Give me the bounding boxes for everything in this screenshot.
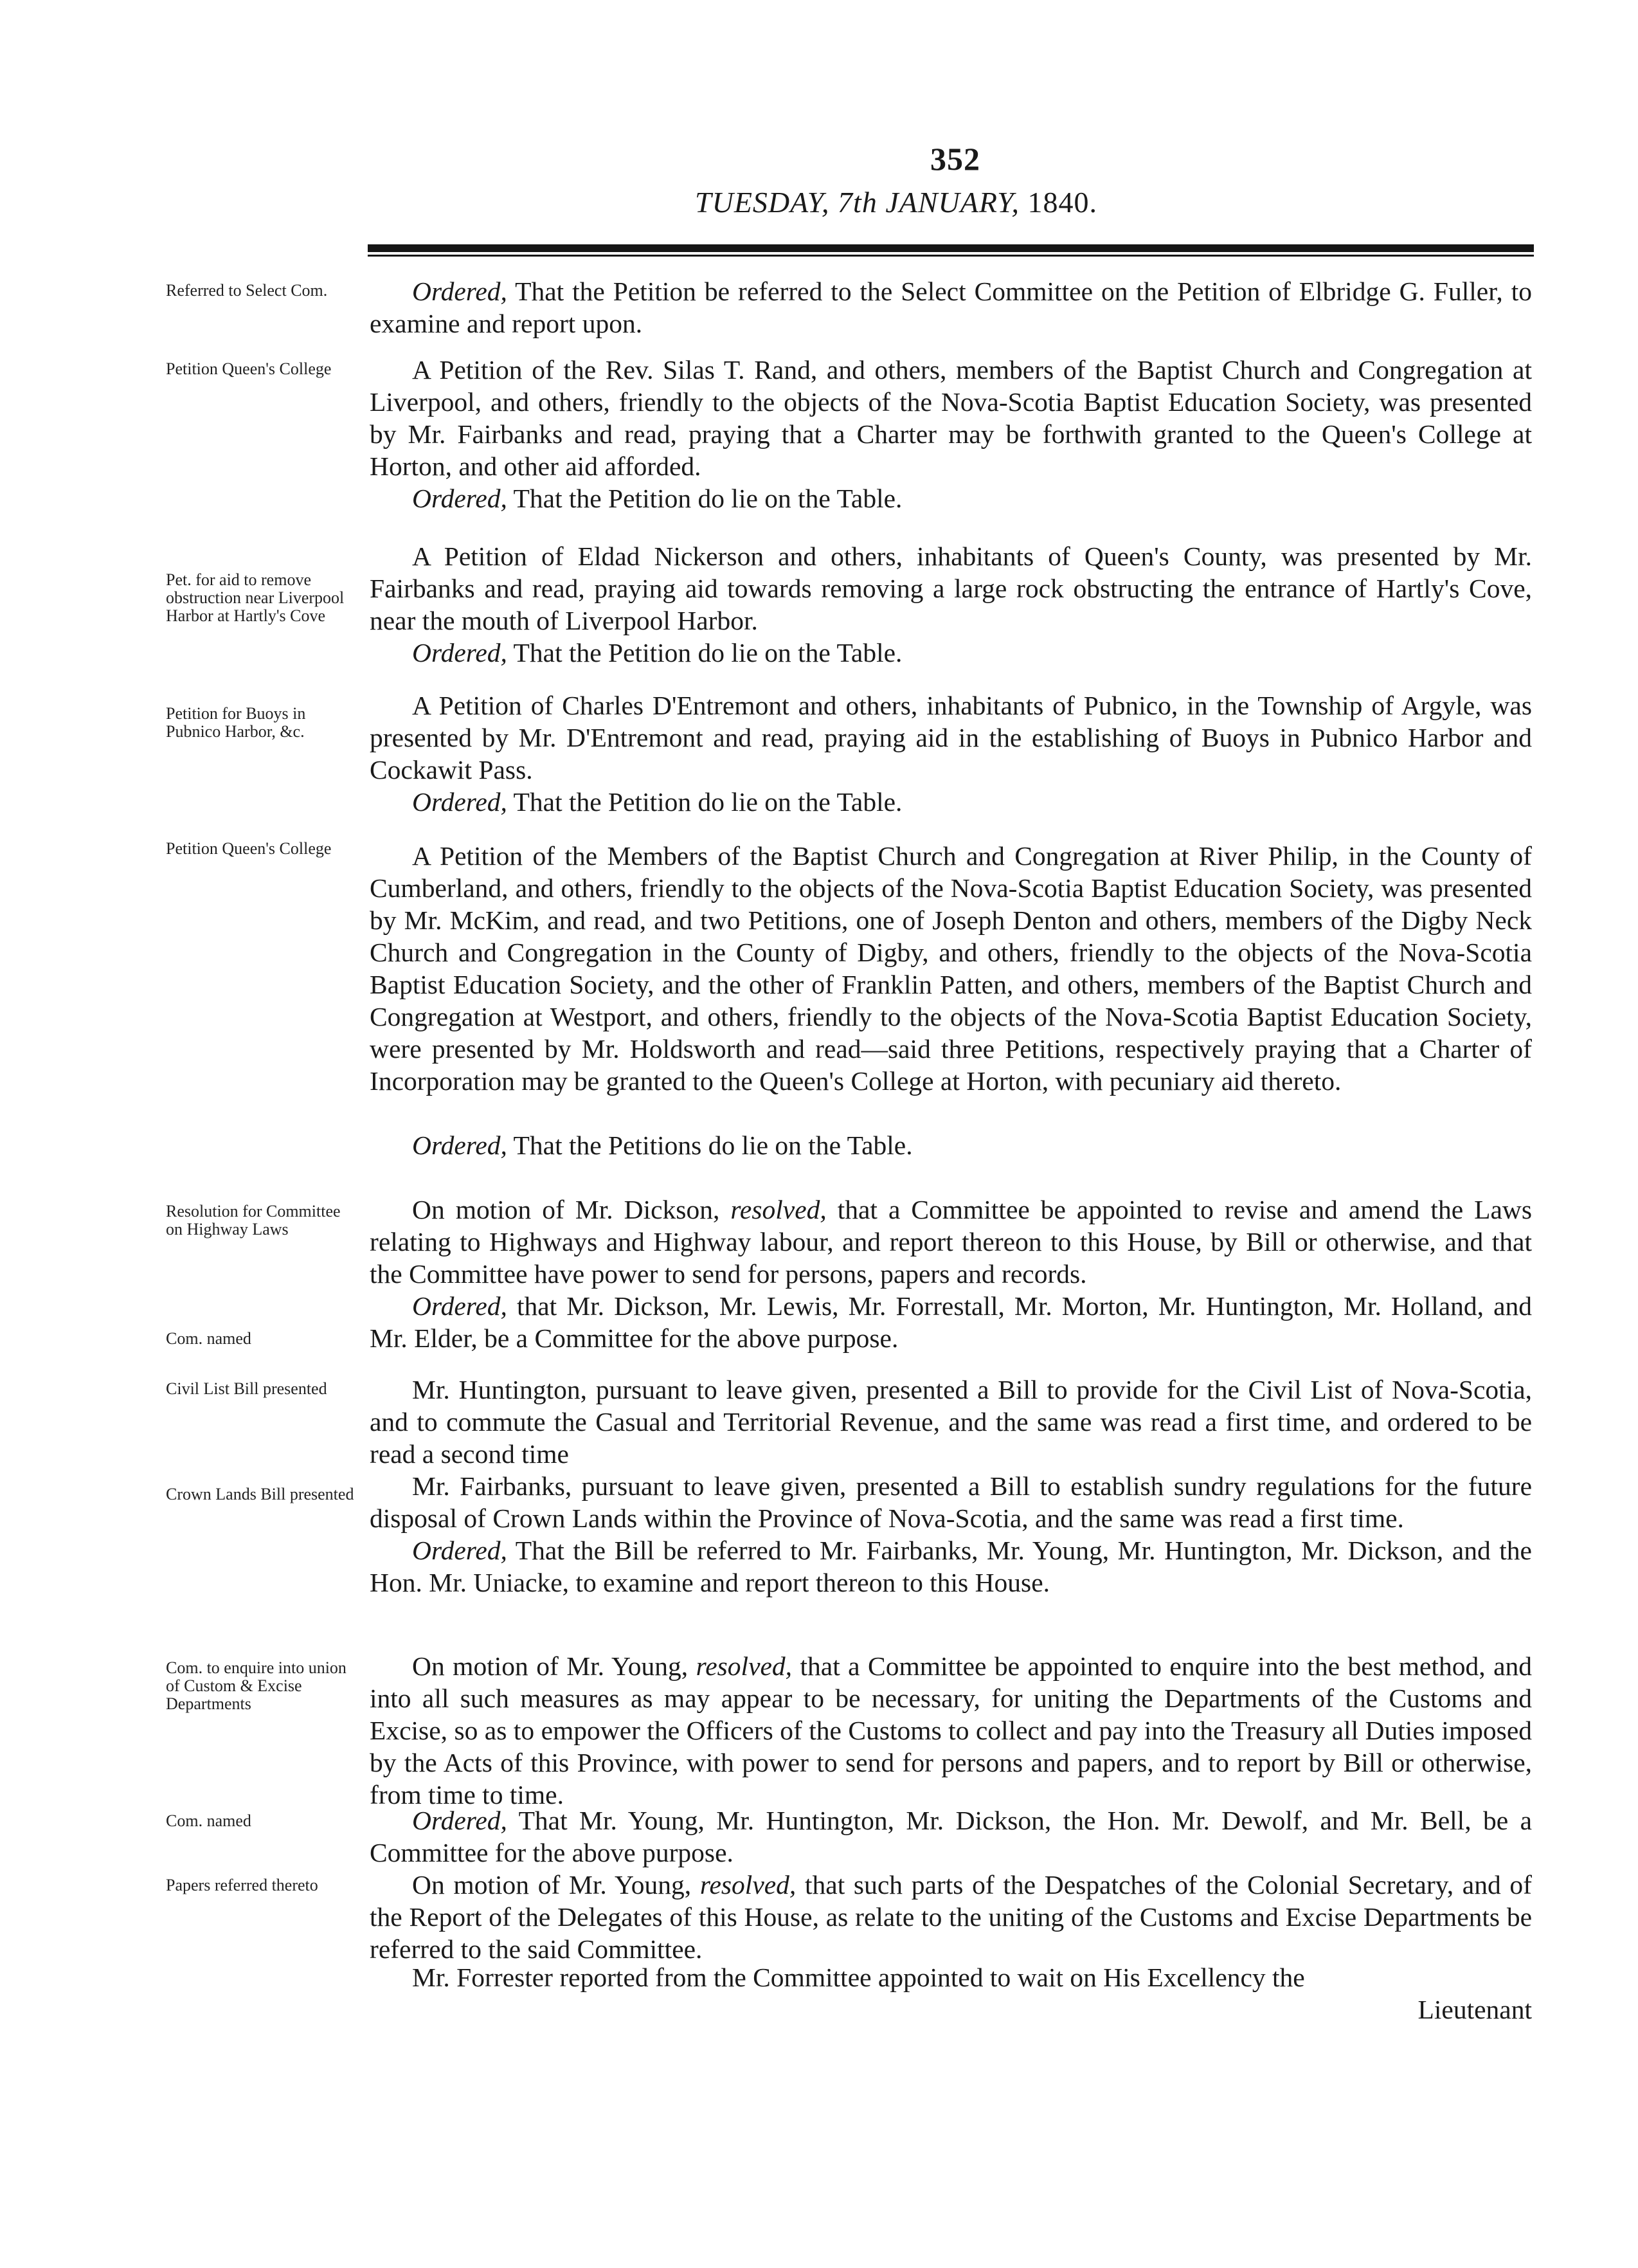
paragraph bbox=[370, 354, 1532, 482]
paragraph bbox=[370, 1470, 1532, 1534]
margin-note: Com. named bbox=[166, 1811, 251, 1830]
resolved-word: resolved, bbox=[696, 1651, 793, 1681]
paragraph-text: That Mr. Young, Mr. Huntington, Mr. Dickson, the Hon. Mr. Dewolf, and Mr. Bell, be a Committee for the above purpose. bbox=[370, 1806, 1532, 1867]
paragraph bbox=[370, 1374, 1532, 1470]
paragraph-text: A Petition of the Rev. Silas T. Rand, and others, members of the Baptist Church and Congregation at Liverpool, and others, friendly to the objects of the Nova-Scotia Baptist Education Society, was presented by Mr. Fairbanks and read, praying that a Charter may be forthwith granted to the Queen's College at Horton, and other aid afforded. bbox=[370, 355, 1532, 481]
paragraph-text: that Mr. Dickson, Mr. Lewis, Mr. Forrestall, Mr. Morton, Mr. Huntington, Mr. Holland, and Mr. Elder, be a Committee for the above purpose. bbox=[370, 1291, 1533, 1353]
paragraph bbox=[370, 540, 1532, 637]
paragraph-text: On motion of Mr. Young, resolved, that a Committee be appointed to enquire into the best method, and into all such measures as may appear to be necessary, for uniting the Departments of the Customs and Excise, so as to empower the Officers of the Customs to collect and pay into the Treasury all Duties imposed by the Acts of this Province, with power to send for persons and papers, and to report by Bill or otherwise, from time to time. bbox=[370, 1651, 1532, 1810]
header-rule-thick bbox=[368, 244, 1534, 252]
paragraph bbox=[370, 1804, 1532, 1869]
paragraph bbox=[370, 1869, 1532, 1965]
paragraph bbox=[370, 1193, 1532, 1290]
margin-note: Civil List Bill presented bbox=[166, 1379, 327, 1398]
paragraph bbox=[370, 689, 1532, 786]
paragraph-text: A Petition of Eldad Nickerson and others, inhabitants of Queen's County, was presented by Mr. Fairbanks and read, praying aid towards removing a large rock obstructing the entrance of Hartly's Cove, near the mouth of Liverpool Harbor. bbox=[370, 541, 1532, 635]
margin-note: Referred to Select Com. bbox=[166, 281, 328, 300]
margin-note: Petition Queen's College bbox=[166, 839, 332, 858]
paragraph-text: Mr. Forrester reported from the Committee appointed to wait on His Excellency the bbox=[412, 1963, 1305, 1992]
resolved-word: resolved, bbox=[699, 1870, 797, 1900]
paragraph-text: That the Petition do lie on the Table. bbox=[513, 787, 903, 817]
paragraph-text: That the Petition be referred to the Select Committee on the Petition of Elbridge G. Fuller, to examine and report upon. bbox=[370, 277, 1532, 338]
header-date: TUESDAY, 7th JANUARY, bbox=[695, 186, 1020, 219]
margin-note: Com. to enquire into union of Custom & Excise Departments bbox=[166, 1658, 346, 1713]
paragraph bbox=[370, 1650, 1532, 1811]
paragraph-text: That the Bill be referred to Mr. Fairbanks, Mr. Young, Mr. Huntington, Mr. Dickson, and the Hon. Mr. Uniacke, to examine and report thereon to this House. bbox=[370, 1536, 1532, 1597]
paragraph-lead: Ordered, bbox=[412, 638, 507, 667]
header-year: 1840. bbox=[1027, 186, 1097, 219]
margin-note: Com. named bbox=[166, 1329, 251, 1348]
paragraph-text: A Petition of Charles D'Entremont and others, inhabitants of Pubnico, in the Township of Argyle, was presented by Mr. D'Entremont and read, praying aid in the establishing of Buoys in Pubnico Harbor and Cockawit Pass. bbox=[370, 691, 1532, 785]
header-rule-thin bbox=[368, 255, 1534, 257]
paragraph-lead: Ordered, bbox=[412, 484, 507, 513]
resolved-word: resolved, bbox=[730, 1195, 827, 1224]
paragraph-lead: Ordered, bbox=[412, 1536, 507, 1565]
paragraph-lead: Ordered, bbox=[412, 1130, 507, 1160]
margin-note: Crown Lands Bill presented bbox=[166, 1485, 354, 1503]
paragraph-text: Mr. Fairbanks, pursuant to leave given, presented a Bill to establish sundry regulations for the future disposal of Crown Lands within the Province of Nova-Scotia, and the same was read a first time. bbox=[370, 1471, 1532, 1533]
paragraph-text: On motion of Mr. Young, resolved, that such parts of the Despatches of the Colonial Secretary, and of the Report of the Delegates of this House, as relate to the uniting of the Customs and Excise Departments be referred to the said Committee. bbox=[370, 1870, 1532, 1964]
catchword: Lieutenant bbox=[1418, 1995, 1532, 2024]
paragraph bbox=[370, 1961, 1532, 1993]
paragraph-text: Mr. Huntington, pursuant to leave given, presented a Bill to provide for the Civil List of Nova-Scotia, and to commute the Casual and Territorial Revenue, and the same was read a first time, and ordered to be read a second time bbox=[370, 1375, 1532, 1469]
paragraph bbox=[370, 482, 1532, 514]
paragraph bbox=[370, 1129, 1532, 1161]
paragraph bbox=[370, 275, 1532, 340]
page-header bbox=[0, 185, 1638, 219]
paragraph-lead: Ordered, bbox=[412, 277, 507, 306]
paragraph-lead: Ordered, bbox=[412, 787, 507, 817]
margin-note: Petition for Buoys in Pubnico Harbor, &c. bbox=[166, 704, 306, 741]
paragraph bbox=[370, 840, 1532, 1097]
paragraph bbox=[370, 637, 1532, 669]
paragraph bbox=[370, 1534, 1532, 1599]
paragraph bbox=[370, 1290, 1532, 1354]
paragraph-text: That the Petition do lie on the Table. bbox=[513, 638, 903, 667]
paragraph bbox=[370, 786, 1532, 818]
margin-note: Pet. for aid to remove obstruction near Liverpool Harbor at Hartly's Cove bbox=[166, 570, 345, 625]
margin-note: Petition Queen's College bbox=[166, 359, 332, 378]
paragraph-lead: Ordered, bbox=[412, 1806, 507, 1835]
paragraph-text: That the Petition do lie on the Table. bbox=[513, 484, 903, 513]
page-number: 352 bbox=[930, 141, 980, 177]
paragraph-lead: Ordered, bbox=[412, 1291, 507, 1321]
paragraph-text: A Petition of the Members of the Baptist Church and Congregation at River Philip, in the County of Cumberland, and others, friendly to the objects of the Nova-Scotia Baptist Education Society, was presented by Mr. McKim, and read, and two Petitions, one of Joseph Denton and others, members of the Digby Neck Church and Congregation in the County of Digby, and others, friendly to the objects of the Nova-Scotia Baptist Education Society, and the other of Franklin Patten, and others, members of the Baptist Church and Congregation at Westport, and others, friendly to the objects of the Nova-Scotia Baptist Education Society, were presented by Mr. Holdsworth and read—said three Petitions, respectively praying that a Charter of Incorporation may be granted to the Queen's College at Horton, with pecuniary aid thereto. bbox=[370, 841, 1532, 1096]
margin-note: Resolution for Committee on Highway Laws bbox=[166, 1202, 341, 1238]
paragraph-text: On motion of Mr. Dickson, resolved, that a Committee be appointed to revise and amend the Laws relating to Highways and Highway labour, and report thereon to this House, by Bill or otherwise, and that the Committee have power to send for persons, papers and records. bbox=[370, 1195, 1532, 1289]
margin-note: Papers referred thereto bbox=[166, 1876, 318, 1894]
paragraph-text: That the Petitions do lie on the Table. bbox=[513, 1130, 913, 1160]
